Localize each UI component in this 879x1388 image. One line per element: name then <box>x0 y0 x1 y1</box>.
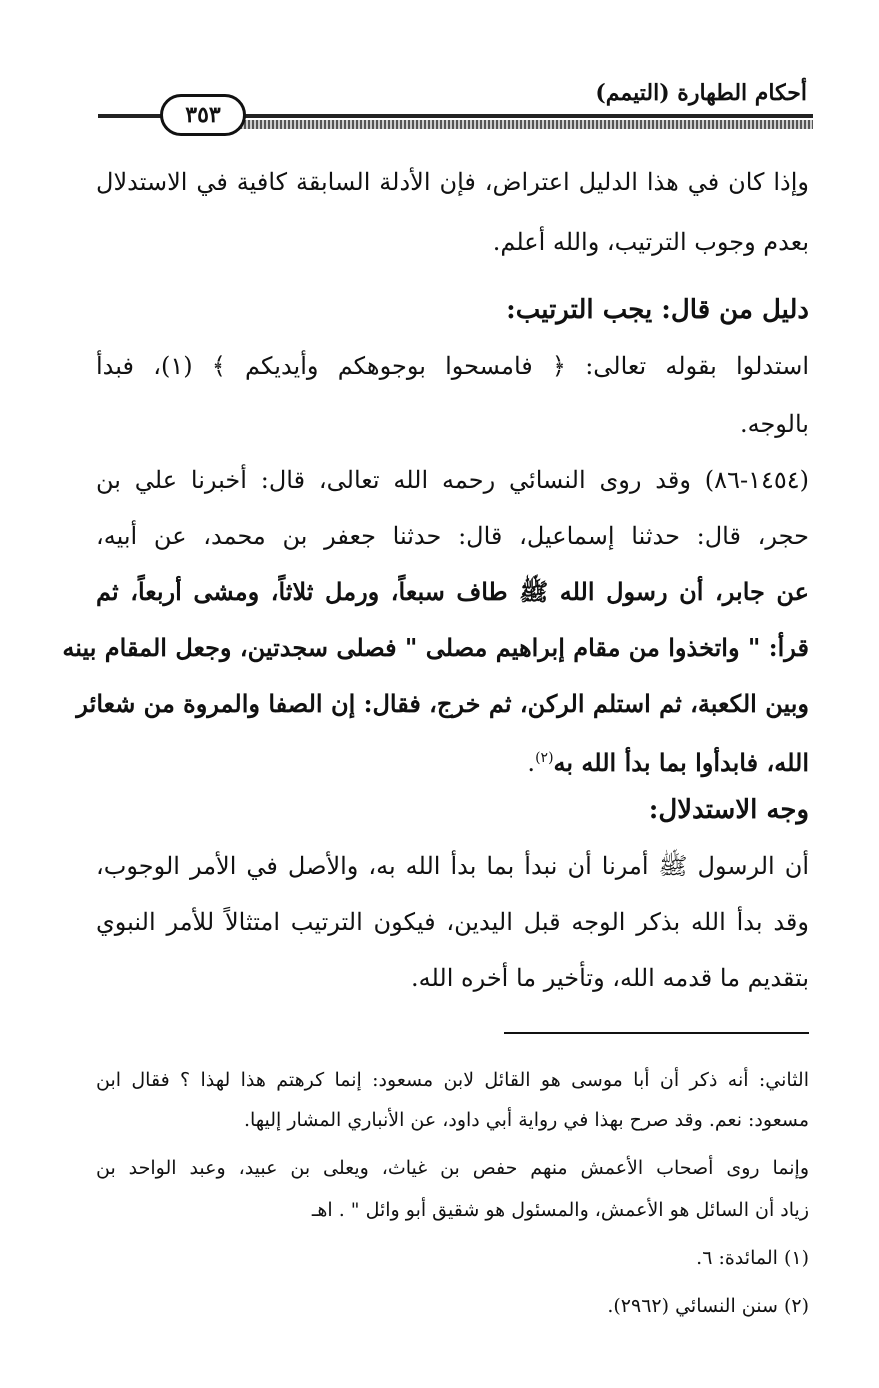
hadith-matn-line-4 <box>96 738 809 783</box>
footnote-ref-2: (٢) <box>535 750 554 766</box>
footnote-2: (٢) سنن النسائي (٢٩٦٢). <box>607 1295 809 1317</box>
hadith-matn-line-1: عن جابر، أن رسول الله ﷺ طاف سبعاً، ورمل ثلاثاً، ومشى أربعاً، ثم <box>96 577 809 606</box>
footnote-line-3: وإنما روى أصحاب الأعمش منهم حفص بن غياث، ويعلى بن عبيد، وعبد الواحد بن <box>96 1157 809 1179</box>
body-line-wajh-2: وقد بدأ الله بذكر الوجه قبل اليدين، فيكون الترتيب امتثالاً للأمر النبوي <box>96 908 809 936</box>
footnote-line-2: مسعود: نعم. وقد صرح بهذا في رواية أبي داود، عن الأنباري المشار إليها. <box>243 1109 809 1131</box>
hadith-matn-line-2: قرأ: " واتخذوا من مقام إبراهيم مصلى " فصلى سجدتين، وجعل المقام بينه <box>62 633 809 662</box>
page-number-badge <box>160 94 246 136</box>
footnote-line-4: زياد أن السائل هو الأعمش، والمسئول هو شقيق أبو وائل " . اهـ <box>311 1199 809 1221</box>
footnote-line-1: الثاني: أنه ذكر أن أبا موسى هو القائل لابن مسعود: إنما كرهتم هذا لهذا ؟ فقال ابن <box>96 1069 809 1091</box>
body-line-wajh-3: بتقديم ما قدمه الله، وتأخير ما أخره الله. <box>410 964 809 992</box>
hadith-matn-end: الله، فابدأوا بما بدأ الله به <box>553 748 809 777</box>
body-line-wajh-1: أن الرسول ﷺ أمرنا أن نبدأ بما بدأ الله به، والأصل في الأمر الوجوب، <box>96 852 809 880</box>
body-line-quran-verse: استدلوا بقوله تعالى: ﴿ فامسحوا بوجوهكم وأيديكم ﴾ (١)، فبدأ <box>96 352 810 380</box>
body-line-1: وإذا كان في هذا الدليل اعتراض، فإن الأدلة السابقة كافية في الاستدلال <box>96 168 809 196</box>
hadith-isnad-line-2: حجر، قال: حدثنا إسماعيل، قال: حدثنا جعفر بن محمد، عن أبيه، <box>96 522 809 550</box>
hadith-matn-line-3: وبين الكعبة، ثم استلم الركن، ثم خرج، فقال: إن الصفا والمروة من شعائر <box>76 689 809 718</box>
page-number: ٣٥٣ <box>185 102 221 128</box>
footnote-separator <box>504 1032 809 1034</box>
footnote-1: (١) المائدة: ٦. <box>696 1247 809 1269</box>
section-heading-wajh: وجه الاستدلال: <box>648 795 809 825</box>
body-line-bilwajh: بالوجه. <box>739 410 809 438</box>
running-title: أحكام الطهارة (التيمم) <box>595 80 807 106</box>
hadith-isnad-line-1: (١٤٥٤-٨٦) وقد روى النسائي رحمه الله تعالى، قال: أخبرنا علي بن <box>96 466 809 494</box>
body-line-2: بعدم وجوب الترتيب، والله أعلم. <box>492 228 809 256</box>
section-heading-evidence: دليل من قال: يجب الترتيب: <box>506 295 809 325</box>
hadith-end-period: . <box>527 749 536 777</box>
header-ornament-rule <box>240 120 813 129</box>
